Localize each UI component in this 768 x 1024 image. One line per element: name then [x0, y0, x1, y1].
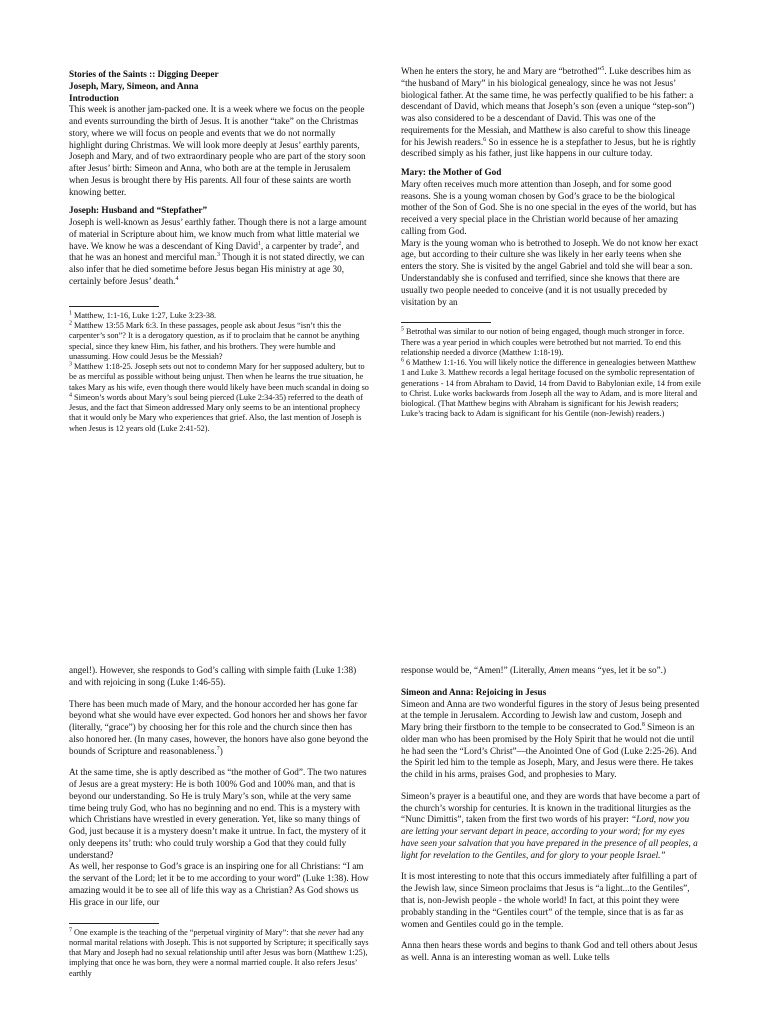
footnote-divider	[69, 306, 159, 307]
joseph-text: Though it is not stated directly, we can also infer that he died sometime before Jesus began His ministry at age 30, certainly before Jesus’ death.	[69, 252, 365, 287]
footnote-ref: 8	[641, 722, 645, 728]
mary-paragraph: Mary is the young woman who is betrothed to Joseph. We do not know her exact age, but according to their culture she was likely in her early teens when she enters the story. She is visited by the angel Gabriel and told she will bear a son. Understandably she is confused and terrified, since she knows that there are usually two people needed to conceive (and it is not usually preceded by visitation by an	[401, 237, 699, 307]
footnote-ref: 5	[601, 66, 605, 72]
amen-paragraph: response would be, “Amen!” (Literally, Amen means “yes, let it be so”.)	[401, 665, 666, 675]
footnote-divider	[69, 923, 159, 924]
footnote: $^4$ Simeon’s words about Mary’s soul being pierced (Luke 2:34-35) referred to the death of Jesus, and the fact that Simeon addressed Mary only seems to be an intentional prophecy that it would only be Mary who experiences that grief. Also, the last mention of Joseph is when Jesus is 12 years old (Luke 2:41-52).	[69, 392, 364, 433]
footnote: $^7$ One example is the teaching of the “perpetual virginity of Mary”: that she never had any normal marital relations with Joseph. This is not supported by Scripture; it specifically says that Mary and Joseph had no sexual relationship until after Jesus was born (Matthew 1:25), implying that once he was born, they were a normal married couple. It also refers Jesus’ earthly	[69, 926, 369, 978]
footnote-divider	[401, 322, 491, 323]
footnote-ref: 4	[175, 275, 179, 282]
anna-paragraph: Anna then hears these words and begins to thank God and tell others about Jesus as well. Anna is an interesting woman as well. Luke tells	[401, 940, 698, 963]
page-1	[69, 69, 369, 505]
mother-of-god-paragraph: At the same time, she is aptly described as “the mother of God”. The two natures of Jesus are a great mystery: He is both 100% God and 100% man, and that is beyond our understanding. So He is truly Mary’s son, while at the very same time being truly God, who has no beginning and no end. This is a mystery with which Christians have wrestled in every generation. Yet, like so many things of God, just because it is a mystery doesn’t make it untrue. In fact, the mystery of it only deepens its’ truth: who could truly worship a God that they could fully understand?	[69, 767, 367, 860]
intro-paragraph: This week is another jam-packed one. It is a week where we focus on the people and events surrounding the birth of Jesus. It is another “take” on the Christmas story, where we will focus on people and events that we do not normally highlight during Christmas. We will look more deeply at Jesus’ earthly parents, Joseph and Mary, and of two extraordinary people who are part of the story soon after Jesus’ birth: Simeon and Anna, who both are at the temple in Jerusalem when Jesus is brought there by His parents. All four of these saints are worth knowing better.	[69, 104, 366, 197]
mary-heading: Mary: the Mother of God	[401, 167, 502, 178]
simeon-anna-heading: Simeon and Anna: Rejoicing in Jesus	[401, 686, 547, 697]
footnote: $^6$ 6 Matthew 1:1-16. You will likely notice the difference in genealogies between Matthew 1 and Luke 3. Matthew records a legal heritage focused on the symbolic representation of generations - 14 from Abraham to David, 14 from David to Babylonian exile, 14 from exile to Christ. Luke works backwards from Joseph all the way to Adam, and is more literal and biological. (That Matthew begins with Abraham is significant for his Jewish readers; Luke’s tracing back to Adam is significant for his Gentile (non-Jewish) readers.)	[401, 357, 701, 419]
page-3	[69, 665, 369, 1024]
footnote: $^5$ Betrothal was similar to our notion of being engaged, though much stronger in force. There was a year period in which couples were betrothed but not married. To end this relationship needed a divorce (Matthew 1:18-19).	[401, 326, 685, 357]
footnote: $^2$ Matthew 13:55 Mark 6:3. In these passages, people ask about Jesus “isn’t this the carpenter’s son”? It is a derogatory question, as if to proclaim that he cannot be anything special, since they knew Him, his father, and his brothers. They were humble and unassuming. How could Jesus be the Messiah?	[69, 320, 360, 361]
footnote-ref: 2	[338, 240, 342, 247]
page-2	[401, 66, 701, 526]
response-paragraph: As well, her response to God’s grace is an inspiring one for all Christians: “I am the servant of the Lord; let it be to me according to your word” (Luke 1:38). How amazing would it be to see all of life this way as a Christian? As God shows us His grace in our life, our	[69, 861, 369, 907]
nunc-dimittis-paragraph: Simeon’s prayer is a beautiful one, and they are words that have become a part of the church’s worship for centuries. It is known in the traditional liturgies as the “Nunc Dimittis”, taken from the first two words of his prayer: “Lord, now you are letting your servant depart in peace, according to your word; for my eyes have seen your salvation that you have prepared in the presence of all peoples, a light for revelation to the Gentiles, and for glory to your people Israel.”	[401, 790, 700, 860]
intro-heading: Introduction	[69, 92, 119, 103]
footnote-ref: 3	[216, 252, 220, 259]
series-title: Stories of the Saints :: Digging Deeper	[69, 69, 219, 79]
joseph-continued-paragraph: When he enters the story, he and Mary are “betrothed”$^5$. Luke describes him as “the husband of Mary” in his biological genealogy, since he was not Jesus’ biological father. At the same time, he was perfectly qualified to be his father: a descendant of David, which means that Joseph’s son (even a unique “step-son”) was also considered to be a descendant of David. This was one of the requirements for the Messiah, and Matthew is also careful to show this lineage for his Jewish readers.$^6$ So in essence he is a stepfather to Jesus, but he is rightly described simply as his father, just like happens in our culture today.	[401, 66, 696, 159]
footnote: $^3$ Matthew 1:18-25. Joseph sets out not to condemn Mary for her supposed adultery, but to be as merciful as possible without being unjust. Then when he learns the true situation, he takes Mary as his wife, even though there would likely have been much scandal in doing so	[69, 361, 369, 392]
footnote-ref: 6	[483, 136, 487, 143]
joseph-paragraph	[69, 217, 369, 288]
joseph-text: Joseph is well-known as Jesus’ earthly father. Though there is not a large amount of material in Scripture about him, we know much from what little material we have. We know he was a descendant of King David	[69, 217, 367, 251]
joseph-text: , a carpenter by trade	[260, 240, 339, 251]
footnote-ref: 7	[216, 745, 220, 752]
gentiles-paragraph: It is most interesting to note that this occurs immediately after fulfilling a part of the Jewish law, since Simeon proclaims that Jesus is “a light...to the Gentiles”, that is, non-Jewish people - the whole world! In fact, at this point they were probably standing in the “Gentiles court” of the temple, since that is as far as women and Gentiles could go in the temple.	[401, 871, 697, 929]
lesson-subtitle: Joseph, Mary, Simeon, and Anna	[69, 80, 199, 91]
mary-continued-paragraph: angel!). However, she responds to God’s calling with simple faith (Luke 1:38) and with rejoicing in song (Luke 1:46-55).	[69, 665, 357, 687]
page-4	[401, 665, 701, 1024]
mary-paragraph: Mary often receives much more attention than Joseph, and for some good reasons. She is a young woman chosen by God’s grace to be the biological mother of the Son of God. She is no one special in the eyes of the world, but has received a very special place in the Christian world because of her amazing calling from God.	[401, 178, 697, 236]
joseph-heading: Joseph: Husband and “Stepfather”	[69, 205, 208, 216]
simeon-paragraph: Simeon and Anna are two wonderful figures in the story of Jesus being presented at the temple in Jerusalem. According to Jewish law and custom, Joseph and Mary bring their firstborn to the temple to be consecrated to God.$^8$ Simeon is an older man who has been promised by the Holy Spirit that he would not die until he had seen the “Lord’s Christ”—the Anointed One of God (Luke 2:25-26). And the Spirit led him to the temple as Joseph, Mary, and Jesus were there. He takes the child in his arms, praises God, and prophesies to Mary.	[401, 698, 700, 780]
footnote-ref: 1	[257, 240, 261, 247]
mary-honor-paragraph: There has been much made of Mary, and the honour accorded her has gone far beyond what she would have ever expected. God honors her and shows her favor (literally, “grace”) by choosing her for this role and the church since then has also honored her. (In many cases, however, the honors have also gone beyond the bounds of Scripture and reasonableness.$^7$)	[69, 698, 369, 756]
footnote: $^1$ Matthew, 1:1-16, Luke 1:27, Luke 3:23-38.	[69, 310, 217, 320]
joseph-text: , and that he was an honest and merciful man.	[69, 240, 360, 263]
